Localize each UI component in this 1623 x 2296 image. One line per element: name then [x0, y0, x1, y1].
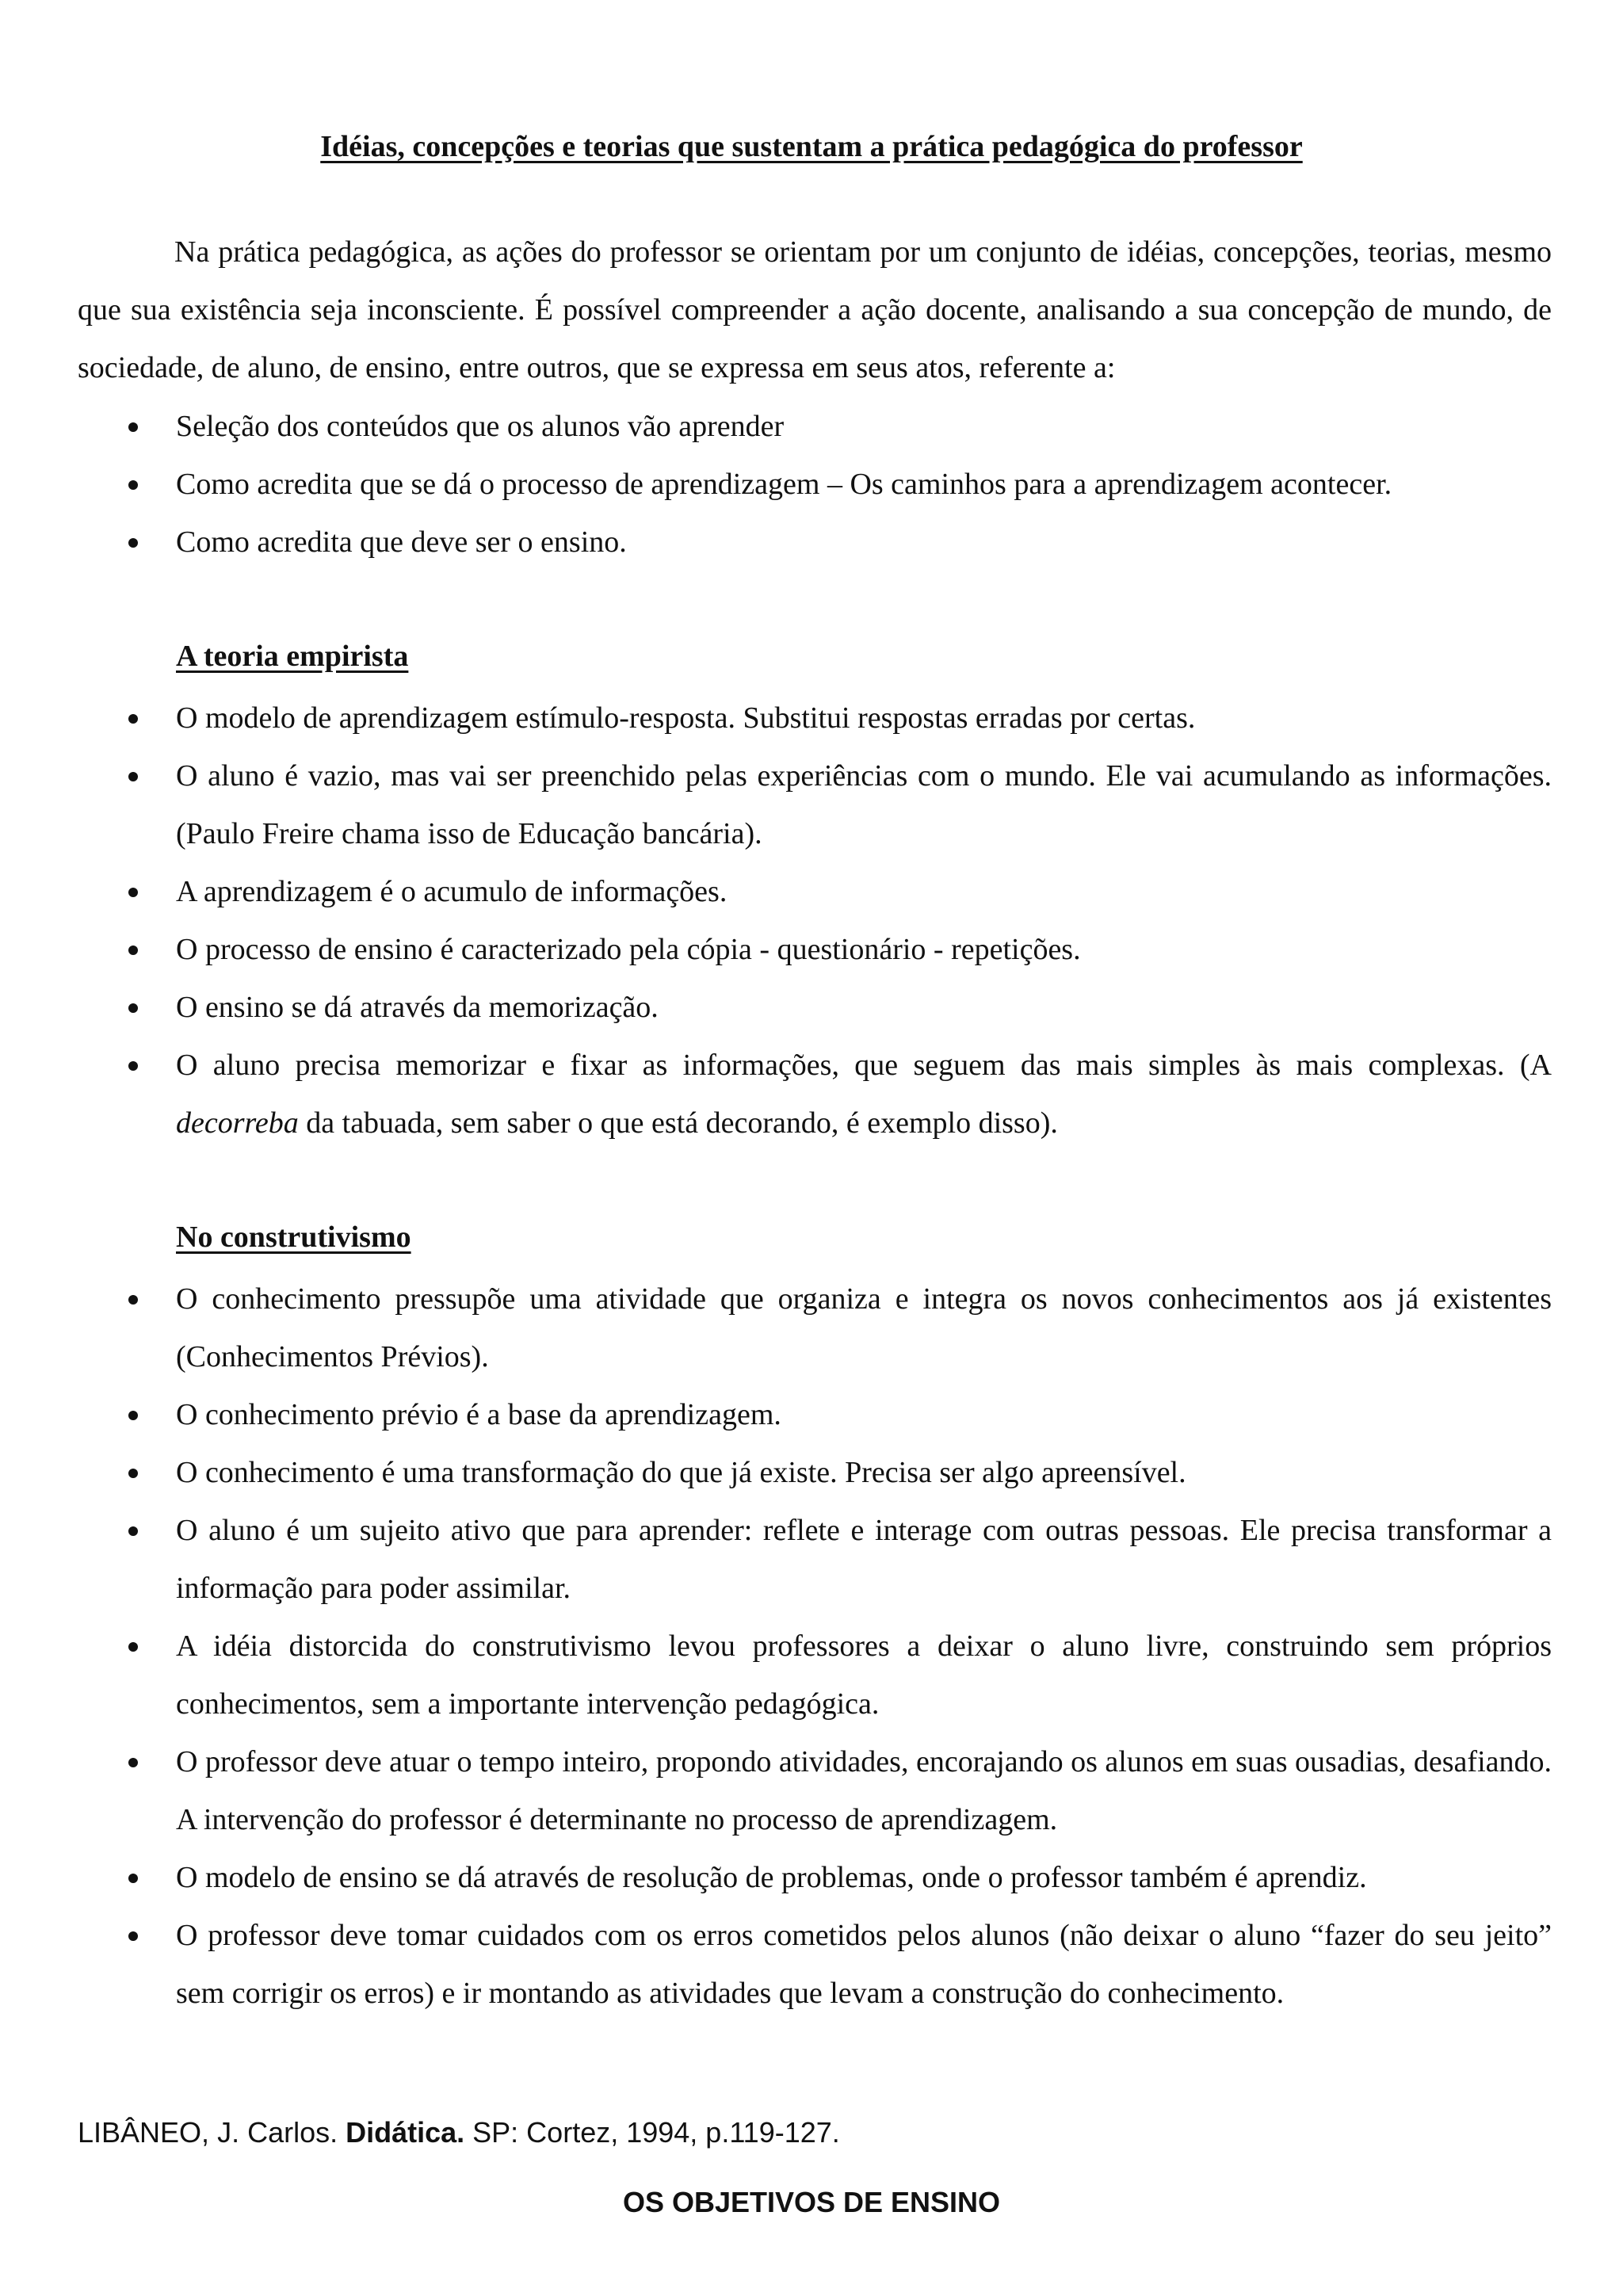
intro-paragraph: Na prática pedagógica, as ações do professor se orientam por um conjunto de idéias, concepções, teorias, mesmo que sua existência seja inconsciente. É possível compreender a ação docente, analisando a sua concepção de mundo, de sociedade, de aluno, de ensino, entre outros, que se expressa em seus atos, referente a: — [78, 235, 1552, 384]
bullet-icon — [128, 538, 138, 548]
bullet-icon — [128, 1874, 138, 1883]
bullet-icon — [128, 888, 138, 897]
bullet-icon — [128, 1003, 138, 1013]
section-heading-construtivismo: No construtivismo — [176, 1221, 411, 1254]
list-item: O conhecimento é uma transformação do que já existe. Precisa ser algo apreensível. — [0, 1444, 1552, 1502]
bullet-icon — [128, 946, 138, 955]
list-item: Como acredita que se dá o processo de aprendizagem – Os caminhos para a aprendizagem acontecer. — [0, 456, 1552, 514]
list-item: Seleção dos conteúdos que os alunos vão aprender — [0, 398, 1552, 456]
empirista-list — [0, 690, 1552, 1152]
list-item: O professor deve tomar cuidados com os erros cometidos pelos alunos (não deixar o aluno “fazer do seu jeito” sem corrigir os erros) e ir montando as atividades que levam a construção do conhecimento. — [0, 1907, 1552, 2023]
list-item: O aluno precisa memorizar e fixar as informações, que seguem das mais simples às mais complexas. (A decorreba da tabuada, sem saber o que está decorando, é exemplo disso). — [0, 1037, 1552, 1152]
list-item: O modelo de aprendizagem estímulo-resposta. Substitui respostas erradas por certas. — [0, 690, 1552, 747]
list-item: O aluno é vazio, mas vai ser preenchido pelas experiências com o mundo. Ele vai acumulando as informações. (Paulo Freire chama isso de Educação bancária). — [0, 747, 1552, 863]
list-item: O ensino se dá através da memorização. — [0, 979, 1552, 1037]
intro-list — [0, 398, 1552, 571]
bullet-icon — [128, 1061, 138, 1071]
list-item: A aprendizagem é o acumulo de informações. — [0, 863, 1552, 921]
list-item: Como acredita que deve ser o ensino. — [0, 514, 1552, 571]
list-item: O professor deve atuar o tempo inteiro, propondo atividades, encorajando os alunos em suas ousadias, desafiando. A intervenção do professor é determinante no processo de aprendizagem. — [0, 1733, 1552, 1849]
document-title: Idéias, concepções e teorias que sustentam a prática pedagógica do professor — [320, 130, 1303, 163]
bullet-icon — [128, 1295, 138, 1305]
construtivismo-list — [0, 1270, 1552, 2023]
list-item: A idéia distorcida do construtivismo levou professores a deixar o aluno livre, construindo sem próprios conhecimentos, sem a importante intervenção pedagógica. — [0, 1618, 1552, 1733]
bullet-icon — [128, 1758, 138, 1767]
bullet-icon — [128, 772, 138, 781]
bullet-icon — [128, 714, 138, 724]
bullet-icon — [128, 1931, 138, 1941]
bullet-icon — [128, 1411, 138, 1420]
bullet-icon — [128, 1526, 138, 1536]
list-item: O conhecimento prévio é a base da aprendizagem. — [0, 1386, 1552, 1444]
list-item: O processo de ensino é caracterizado pela cópia - questionário - repetições. — [0, 921, 1552, 979]
bullet-icon — [128, 480, 138, 490]
bibliographic-reference: LIBÂNEO, J. Carlos. Didática. SP: Cortez, 1994, p.119-127. — [78, 2116, 840, 2149]
section-heading-empirista: A teoria empirista — [176, 640, 409, 673]
list-item: O modelo de ensino se dá através de resolução de problemas, onde o professor também é aprendiz. — [0, 1849, 1552, 1907]
bullet-icon — [128, 1642, 138, 1652]
next-section-title: OS OBJETIVOS DE ENSINO — [622, 2186, 1001, 2218]
bullet-icon — [128, 422, 138, 432]
bullet-icon — [128, 1469, 138, 1478]
list-item: O conhecimento pressupõe uma atividade que organiza e integra os novos conhecimentos aos já existentes (Conhecimentos Prévios). — [0, 1270, 1552, 1386]
list-item: O aluno é um sujeito ativo que para aprender: reflete e interage com outras pessoas. Ele precisa transformar a informação para poder assimilar. — [0, 1502, 1552, 1618]
